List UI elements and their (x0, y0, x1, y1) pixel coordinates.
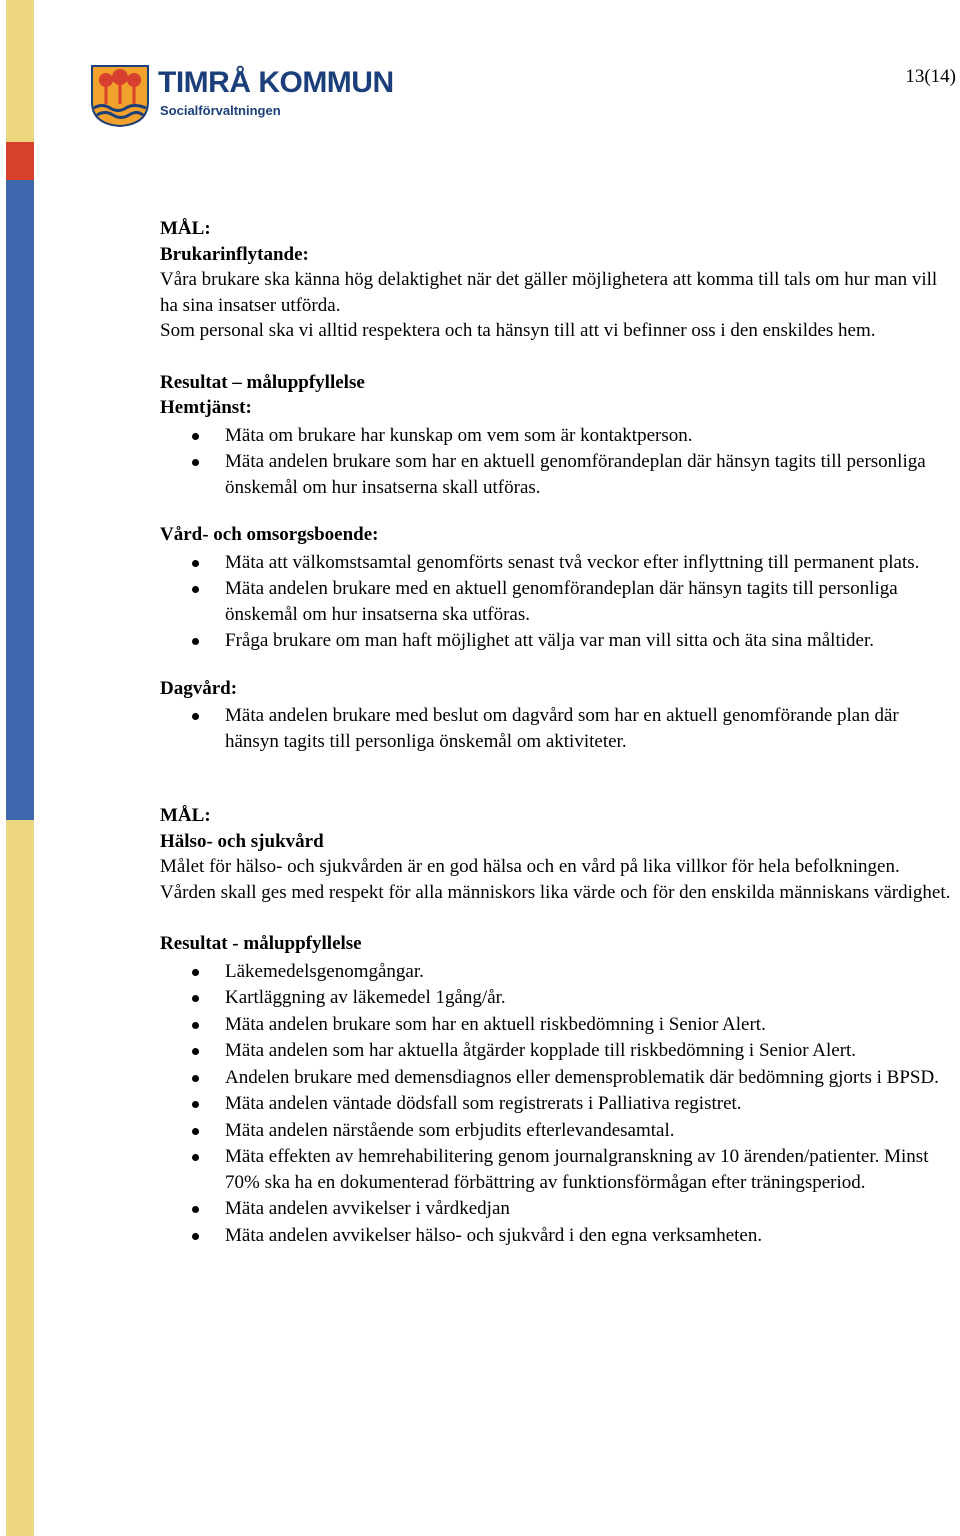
list-item: Mäta andelen brukare med en aktuell genomförandeplan där hänsyn tagits till personliga önskemål om hur insatserna ska utföras. (160, 576, 955, 627)
band-yellow-bottom (6, 820, 34, 1536)
list-item: Mäta andelen avvikelser i vårdkedjan (160, 1196, 955, 1222)
subheading-hemtjanst: Hemtjänst: (160, 397, 252, 418)
goal-text: Som personal ska vi alltid respektera och ta hänsyn till att vi befinner oss i den enskildes hem. (160, 320, 876, 341)
bullet-list (160, 550, 955, 654)
goal-text: Våra brukare ska känna hög delaktighet när det gäller möjlighetera att komma till tals om hur man vill ha sina insatser utförda. (160, 269, 938, 316)
goal-label: MÅL: (160, 805, 211, 826)
coat-of-arms-icon (90, 64, 150, 128)
section-title-halso-sjukvard: Hälso- och sjukvård (160, 830, 324, 852)
bullet-list (160, 423, 955, 501)
subheading-dagvard: Dagvård: (160, 677, 238, 699)
side-color-band (0, 0, 34, 1536)
band-yellow-top (6, 0, 34, 142)
document-body (160, 216, 955, 1249)
band-red (6, 142, 34, 180)
list-item: Mäta andelen väntade dödsfall som registrerats i Palliativa registret. (160, 1091, 955, 1117)
list-item: Mäta andelen brukare som har en aktuell riskbedömning i Senior Alert. (160, 1012, 955, 1038)
logo-title: TIMRÅ KOMMUN (158, 66, 394, 99)
list-item: Mäta andelen närstående som erbjudits efterlevandesamtal. (160, 1118, 955, 1144)
bullet-list (160, 703, 955, 754)
logo-subtitle: Socialförvaltningen (160, 103, 281, 118)
list-item: Mäta andelen som har aktuella åtgärder kopplade till riskbedömning i Senior Alert. (160, 1038, 955, 1064)
list-item: Mäta andelen brukare med beslut om dagvård som har en aktuell genomförande plan där hänsyn tagits till personliga önskemål om aktiviteter. (160, 703, 955, 754)
band-blue (6, 180, 34, 820)
list-item: Läkemedelsgenomgångar. (160, 959, 955, 985)
list-item: Fråga brukare om man haft möjlighet att välja var man vill sitta och äta sina måltider. (160, 628, 955, 654)
goal-label: MÅL: (160, 218, 211, 239)
list-item: Mäta att välkomstsamtal genomförts senast två veckor efter inflyttning till permanent plats. (160, 550, 955, 576)
subheading-vard-omsorgsboende: Vård- och omsorgsboende: (160, 524, 379, 545)
list-item: Mäta effekten av hemrehabilitering genom journalgranskning av 10 ärenden/patienter. Minst 70% ska ha en dokumenterad förbättring av funktionsförmågan efter träningsperiod. (160, 1144, 955, 1195)
page-number: 13(14) (905, 66, 956, 87)
municipality-logo (90, 62, 394, 132)
list-item: Mäta om brukare har kunskap om vem som är kontaktperson. (160, 423, 955, 449)
result-heading: Resultat - måluppfyllelse (160, 933, 362, 954)
result-heading: Resultat – måluppfyllelse (160, 371, 365, 393)
goal-text: Målet för hälso- och sjukvården är en god hälsa och en vård på lika villkor för hela befolkningen. Vården skall ges med respekt för alla människors lika värde och för den enskilda människans värdighet. (160, 856, 951, 903)
list-item: Mäta andelen brukare som har en aktuell genomförandeplan där hänsyn tagits till personliga önskemål om hur insatserna skall utföras. (160, 449, 955, 500)
list-item: Kartläggning av läkemedel 1gång/år. (160, 985, 955, 1011)
list-item: Mäta andelen avvikelser hälso- och sjukvård i den egna verksamheten. (160, 1223, 955, 1249)
bullet-list (160, 959, 955, 1249)
list-item: Andelen brukare med demensdiagnos eller demensproblematik där bedömning gjorts i BPSD. (160, 1065, 955, 1091)
section-title-brukarinflytande: Brukarinflytande: (160, 243, 309, 265)
